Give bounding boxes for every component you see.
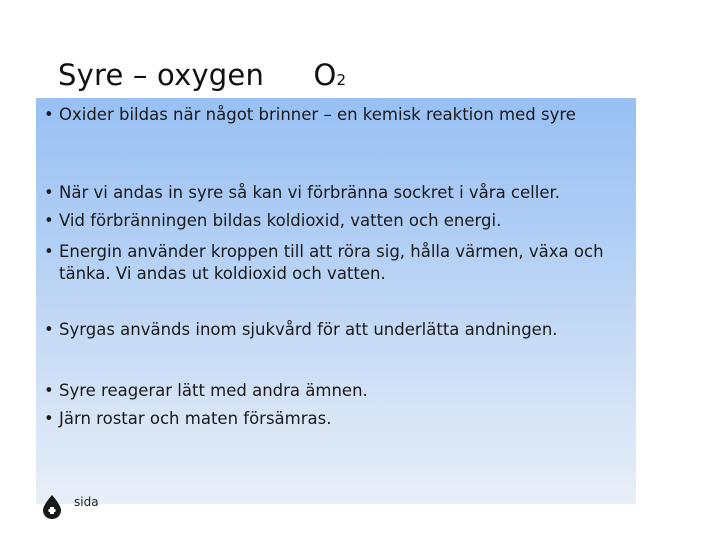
bullet-text: Vid förbränningen bildas koldioxid, vatten och energi. xyxy=(59,211,502,230)
bullet-marker: • xyxy=(44,105,54,124)
content-panel xyxy=(36,98,636,504)
bullet-text: Järn rostar och maten försämras. xyxy=(59,409,332,428)
bullet-text: Syre reagerar lätt med andra ämnen. xyxy=(59,381,368,400)
bullet-marker: • xyxy=(44,320,54,339)
bullet-marker: • xyxy=(44,409,54,428)
bullet-marker: • xyxy=(44,381,54,400)
slide-title xyxy=(58,58,346,92)
drop-logo-icon xyxy=(41,494,63,520)
bullet-item xyxy=(44,210,634,232)
bullet-text: Energin använder kroppen till att röra sig, hålla värmen, växa och tänka. Vi andas ut koldioxid och vatten. xyxy=(59,242,604,283)
bullet-item xyxy=(44,241,634,285)
logo-text: sida xyxy=(74,495,99,509)
title-text: Syre – oxygen xyxy=(58,58,265,92)
bullet-text: Syrgas används inom sjukvård för att underlätta andningen. xyxy=(59,320,558,339)
formula-subscript: 2 xyxy=(336,71,347,89)
bullet-marker: • xyxy=(44,183,54,202)
oxygen-formula xyxy=(313,58,346,92)
bullet-item xyxy=(44,319,634,341)
bullet-item xyxy=(44,380,634,402)
bullet-text: När vi andas in syre så kan vi förbränna sockret i våra celler. xyxy=(59,183,560,202)
bullet-marker: • xyxy=(44,242,54,261)
bullet-text: Oxider bildas när något brinner – en kemisk reaktion med syre xyxy=(59,105,576,124)
bullet-item xyxy=(44,408,634,430)
bullet-marker: • xyxy=(44,211,54,230)
bullet-item xyxy=(44,104,634,126)
bullet-item xyxy=(44,182,634,204)
corner-logo xyxy=(40,492,120,522)
formula-symbol: O xyxy=(313,58,337,92)
